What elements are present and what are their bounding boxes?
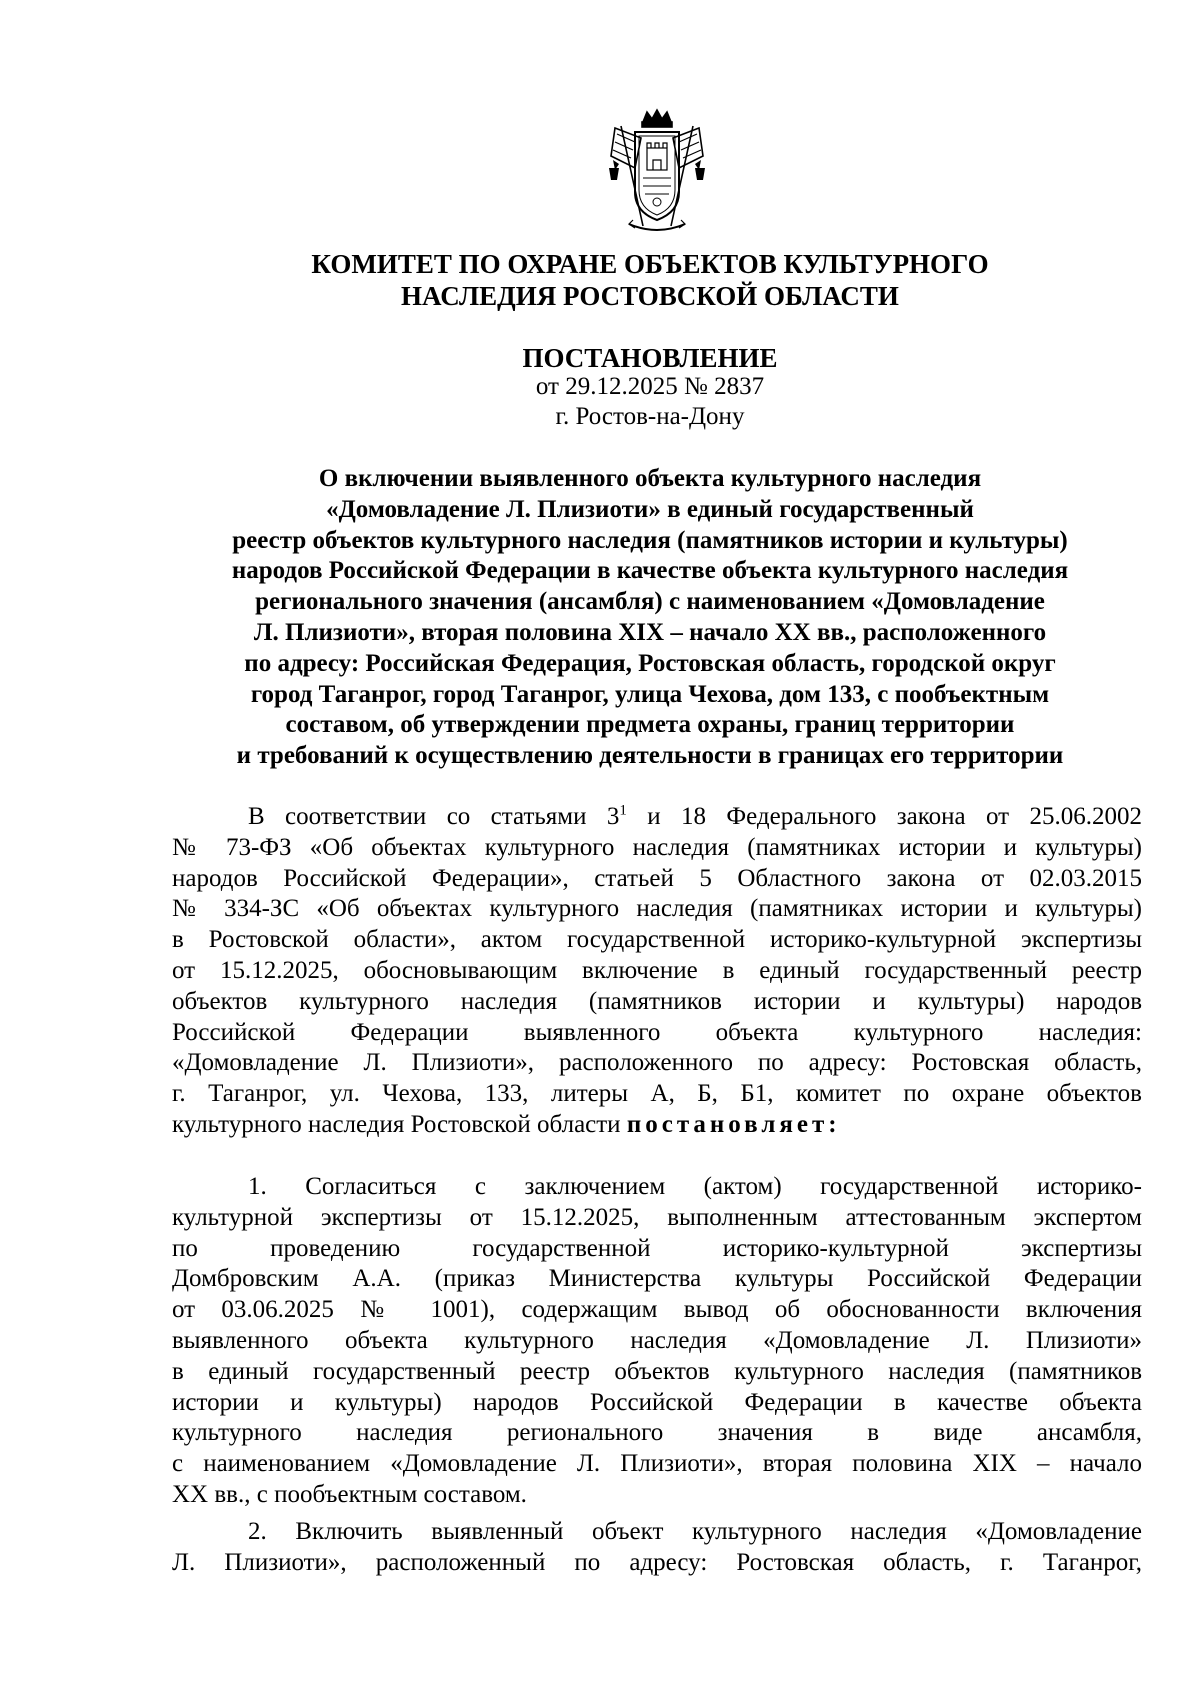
title-line: реестр объектов культурного наследия (памятников истории и культуры) [232, 526, 1068, 554]
clause-line: Л. Плизиоти», расположенный по адресу: Ростовская область, г. Таганрог, [172, 1548, 1142, 1576]
title-line: «Домовладение Л. Плизиоти» в единый государственный [326, 495, 974, 523]
clause-line: XX вв., с пообъектным составом. [172, 1480, 527, 1508]
organization-name-line: КОМИТЕТ ПО ОХРАНЕ ОБЪЕКТОВ КУЛЬТУРНОГО [311, 249, 989, 279]
clause-line: истории и культуры) народов Российской Федерации в качестве объекта [172, 1388, 1142, 1416]
preamble-text: В соответствии со статьями 3 [248, 803, 620, 830]
title-line: О включении выявленного объекта культурного наследия [318, 465, 982, 492]
decree-word: постановляет: [626, 1110, 841, 1138]
title-line: Л. Плизиоти», вторая половина XIX – начало XX вв., расположенного [253, 618, 1047, 646]
preamble-line: «Домовладение Л. Плизиоти», расположенного по адресу: Ростовская область, [172, 1049, 1142, 1077]
document-number-date: от 29.12.2025 № 2837 [535, 373, 765, 400]
preamble-line [172, 1110, 1142, 1141]
preamble-line: от 15.12.2025, обосновывающим включение в единый государственный реестр [172, 956, 1142, 984]
clause-line: по проведению государственной историко-культурной экспертизы [172, 1234, 1142, 1262]
title-line: город Таганрог, город Таганрог, улица Чехова, дом 133, с пообъектным [250, 680, 1050, 708]
organization-name-line: НАСЛЕДИЯ РОСТОВСКОЙ ОБЛАСТИ [401, 281, 899, 311]
document-city: г. Ростов-на-Дону [555, 403, 745, 430]
clause-1 [172, 1172, 1142, 1511]
clause-line: 1. Согласиться с заключением (актом) государственной историко- [248, 1173, 1142, 1200]
preamble-line: народов Российской Федерации», статьей 5 Областного закона от 02.03.2015 [172, 864, 1142, 892]
title-line: регионального значения (ансамбля) с наименованием «Домовладение [255, 588, 1045, 616]
clause-2 [172, 1517, 1142, 1579]
title-line: народов Российской Федерации в качестве объекта культурного наследия [231, 557, 1069, 585]
preamble-line: в Ростовской области», актом государственной историко-культурной экспертизы [172, 926, 1142, 954]
preamble-line: № 73-ФЗ «Об объектах культурного наследия (памятниках истории и культуры) [172, 833, 1142, 861]
organization-name [150, 248, 1150, 312]
clause-line: в единый государственный реестр объектов культурного наследия (памятников [172, 1357, 1142, 1385]
article-superscript: 1 [619, 802, 627, 819]
document-title [120, 464, 1180, 772]
preamble-text: и 18 Федерального закона от 25.06.2002 [626, 803, 1142, 830]
document-type: ПОСТАНОВЛЕНИЕ [522, 343, 778, 373]
preamble-paragraph [172, 802, 1142, 1141]
preamble-line: № 334-ЗС «Об объектах культурного наследия (памятниках истории и культуры) [172, 895, 1142, 923]
clause-line: 2. Включить выявленный объект культурного наследия «Домовладение [248, 1518, 1142, 1545]
clause-line: с наименованием «Домовладение Л. Плизиоти», вторая половина XIX – начало [172, 1450, 1142, 1478]
clause-line: от 03.06.2025 № 1001), содержащим вывод об обоснованности включения [172, 1296, 1142, 1324]
coat-of-arms-emblem [605, 108, 709, 236]
preamble-line: объектов культурного наследия (памятников истории и культуры) народов [172, 987, 1142, 1015]
clause-line: культурной экспертизы от 15.12.2025, выполненным аттестованным экспертом [172, 1203, 1142, 1231]
preamble-line: г. Таганрог, ул. Чехова, 133, литеры А, Б, Б1, комитет по охране объектов [172, 1080, 1142, 1108]
title-line: и требований к осуществлению деятельности в границах его территории [236, 742, 1064, 770]
title-line: составом, об утверждении предмета охраны, границ территории [285, 711, 1015, 739]
preamble-text: культурного наследия Ростовской области [172, 1110, 627, 1138]
clause-line: Домбровским А.А. (приказ Министерства культуры Российской Федерации [172, 1265, 1142, 1293]
preamble-line [172, 802, 1142, 833]
clause-line: выявленного объекта культурного наследия «Домовладение Л. Плизиоти» [172, 1326, 1142, 1354]
title-line: по адресу: Российская Федерация, Ростовская область, городской округ [244, 649, 1056, 677]
clause-line: культурного наследия регионального значения в виде ансамбля, [172, 1419, 1142, 1447]
preamble-line: Российской Федерации выявленного объекта культурного наследия: [172, 1018, 1142, 1046]
